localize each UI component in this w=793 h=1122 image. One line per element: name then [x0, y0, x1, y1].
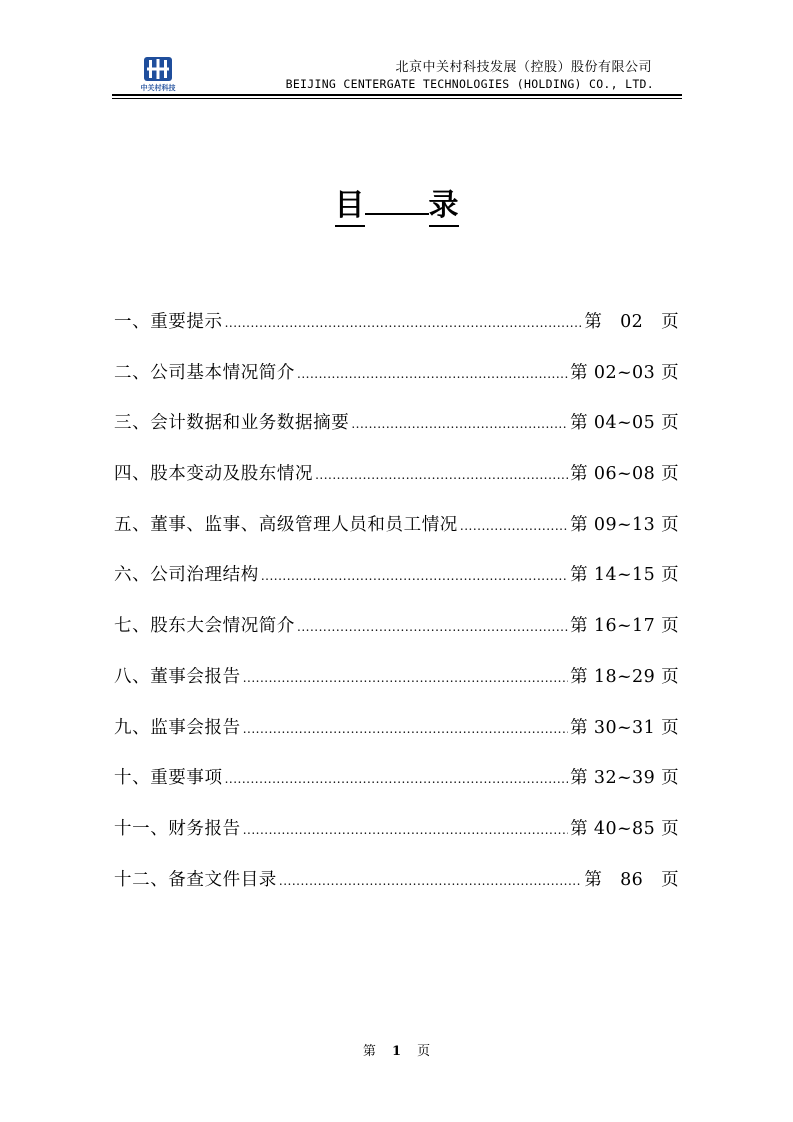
page-number: 1 — [391, 1044, 402, 1059]
logo-text: 中关村科技 — [140, 84, 176, 92]
toc-item[interactable] — [114, 663, 679, 714]
header-rule-thick — [112, 94, 682, 96]
title-gap — [365, 212, 429, 215]
toc-page: 第 02~03 页 — [570, 362, 679, 383]
page-title — [0, 180, 793, 227]
company-name-cn: 北京中关村科技发展（控股）股份有限公司 — [395, 60, 652, 75]
toc-label: 五、董事、监事、高级管理人员和员工情况 — [114, 514, 458, 535]
page-header — [112, 52, 682, 98]
toc-leader-dots — [225, 772, 568, 786]
toc-item[interactable] — [114, 815, 679, 866]
toc-leader-dots — [297, 367, 568, 381]
toc-leader-dots — [315, 468, 568, 482]
centergate-logo-icon — [143, 56, 173, 82]
toc-label: 十二、备查文件目录 — [114, 869, 277, 890]
toc-leader-dots — [225, 316, 583, 330]
toc-page: 第 40~85 页 — [570, 818, 679, 839]
toc-item[interactable] — [114, 714, 679, 765]
toc-label: 七、股东大会情况简介 — [114, 616, 295, 637]
toc-item[interactable] — [114, 511, 679, 562]
toc-label: 十一、财务报告 — [114, 818, 241, 839]
toc-leader-dots — [279, 874, 582, 888]
footer-suffix: 页 — [417, 1044, 431, 1059]
toc-item[interactable] — [114, 308, 679, 359]
toc-item[interactable] — [114, 460, 679, 511]
toc-label: 四、股本变动及股东情况 — [114, 464, 314, 485]
toc-leader-dots — [351, 417, 568, 431]
toc-item[interactable] — [114, 409, 679, 460]
toc-page: 第 09~13 页 — [570, 514, 679, 535]
company-name-en: BEIJING CENTERGATE TECHNOLOGIES (HOLDING) CO., LTD. — [285, 77, 654, 91]
title-char-1: 目 — [335, 180, 365, 227]
toc-page: 第 06~08 页 — [570, 464, 679, 485]
toc-label: 十、重要事项 — [114, 768, 223, 789]
toc-item[interactable] — [114, 359, 679, 410]
toc-item[interactable] — [114, 866, 679, 917]
toc-leader-dots — [261, 569, 568, 583]
toc-item[interactable] — [114, 561, 679, 612]
toc-page: 第 30~31 页 — [570, 717, 679, 738]
toc-item[interactable] — [114, 764, 679, 815]
toc-page: 第 16~17 页 — [570, 616, 679, 637]
toc-leader-dots — [243, 722, 568, 736]
toc-item[interactable] — [114, 612, 679, 663]
header-rule-thin — [112, 98, 682, 99]
table-of-contents — [114, 308, 679, 916]
toc-page: 第 02 页 — [584, 312, 679, 332]
title-char-2: 录 — [429, 180, 459, 227]
toc-label: 六、公司治理结构 — [114, 565, 259, 586]
toc-page: 第 04~05 页 — [570, 413, 679, 434]
toc-label: 二、公司基本情况简介 — [114, 362, 295, 383]
toc-page: 第 14~15 页 — [570, 565, 679, 586]
toc-leader-dots — [243, 823, 568, 837]
toc-leader-dots — [460, 519, 568, 533]
toc-leader-dots — [243, 671, 568, 685]
toc-label: 三、会计数据和业务数据摘要 — [114, 413, 350, 434]
toc-leader-dots — [297, 620, 568, 634]
toc-page: 第 86 页 — [584, 869, 679, 890]
toc-page: 第 18~29 页 — [570, 666, 679, 687]
toc-label: 一、重要提示 — [114, 312, 223, 332]
footer-prefix: 第 — [362, 1044, 376, 1059]
toc-page: 第 32~39 页 — [570, 768, 679, 789]
toc-label: 八、董事会报告 — [114, 666, 241, 687]
company-logo — [134, 56, 182, 94]
page-footer — [0, 1040, 793, 1059]
toc-label: 九、监事会报告 — [114, 717, 241, 738]
